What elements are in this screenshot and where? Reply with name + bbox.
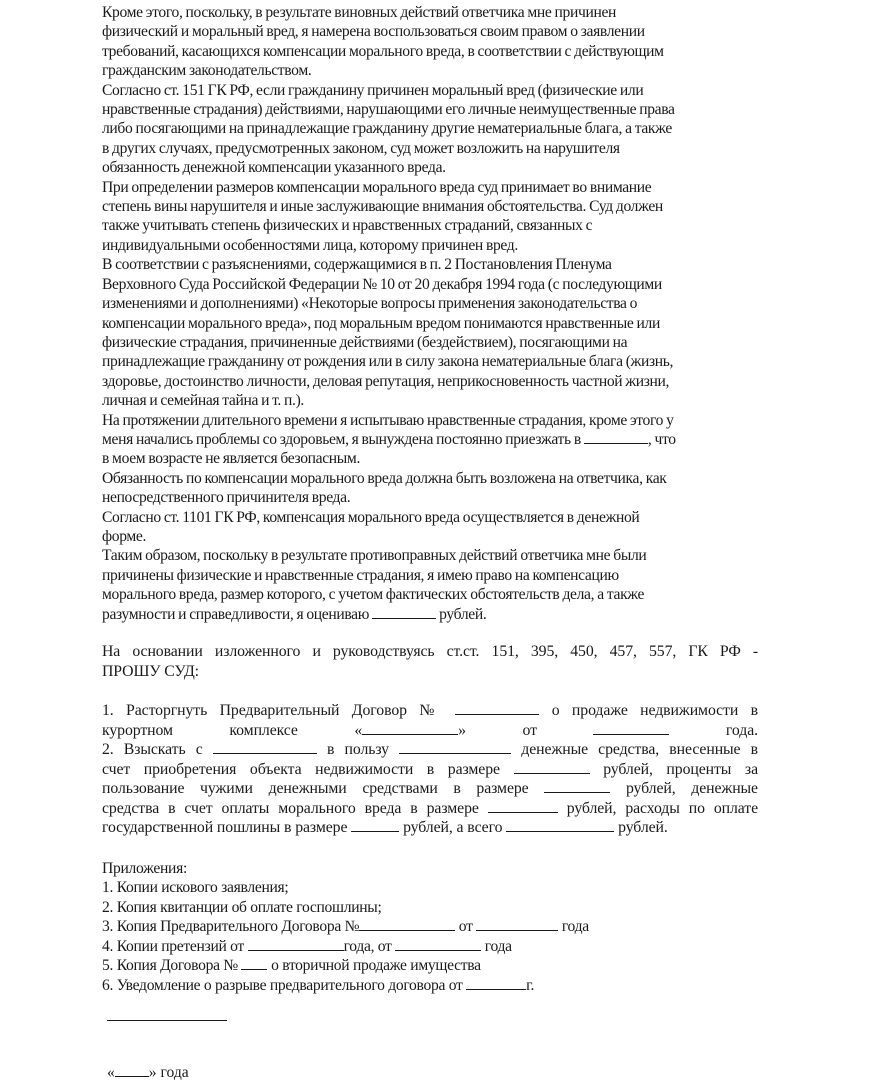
text-line: морального вреда, размер которого, с учетом фактических обстоятельств дела, а также [102, 586, 645, 604]
text-fragment: от [522, 721, 537, 739]
text-line [102, 605, 758, 624]
text-line [102, 430, 758, 449]
fill-in-blank-city[interactable] [584, 430, 648, 444]
fill-in-blank-defendant[interactable] [213, 740, 317, 754]
text-fragment: « [107, 1064, 115, 1081]
text-fragment: года. [725, 721, 758, 739]
request-2-line-2 [102, 760, 758, 780]
text-fragment: рублей, а всего [403, 819, 503, 836]
text-line: непосредственного причинителя вреда. [102, 489, 351, 507]
fill-in-blank-claim-date-2[interactable] [395, 937, 481, 951]
text-line: причинены физические и нравственные страдания, я имею право на компенсацию [102, 566, 619, 584]
fill-in-blank-plaintiff[interactable] [399, 740, 511, 754]
request-list [102, 701, 758, 838]
text-line: либо посягающими на принадлежащие гражданину другие нематериальные блага, а также [102, 120, 672, 138]
text-line: Кроме этого, поскольку, в результате виновных действий ответчика мне причинен [102, 4, 617, 21]
text-fragment: рублей, расходы по оплате [566, 799, 758, 817]
request-heading: ПРОШУ СУД: [102, 662, 199, 680]
text-fragment: » года [148, 1064, 189, 1081]
text-line: Согласно ст. 1101 ГК РФ, компенсация морального вреда осуществляется в денежной [102, 508, 640, 526]
signature-line[interactable] [107, 1020, 227, 1021]
attachment-item: 5. Копия Договора № о вторичной продаже имущества [102, 957, 481, 974]
text-line: индивидуальными особенностями лица, которому причинен вред. [102, 236, 518, 254]
text-fragment: 1. Расторгнуть Предварительный Договор № [102, 702, 443, 719]
fill-in-blank-day[interactable] [115, 1063, 149, 1077]
text-fragment: « » [354, 721, 466, 739]
text-fragment: рублей, проценты за [603, 760, 758, 778]
attachment-item: 2. Копия квитанции об оплате госпошлины; [102, 898, 382, 916]
request-2-line-1 [102, 740, 758, 760]
text-line: требований, касающихся компенсации морального вреда, в соответствии с действующим [102, 42, 664, 60]
fill-in-blank-total-amount[interactable] [506, 818, 614, 832]
attachments-title: Приложения: [102, 859, 187, 877]
fill-in-blank-complex-name[interactable] [362, 721, 458, 735]
request-1-line-1 [102, 701, 758, 721]
text-fragment: пользование чужими денежными средствами в размере [102, 780, 529, 797]
text-fragment: , что [647, 430, 676, 448]
attachment-item: 1. Копии искового заявления; [102, 879, 289, 896]
fill-in-blank-contract-number[interactable] [455, 701, 539, 715]
text-line: Верховного Суда Российской Федерации № 10 от 20 декабря 1994 года (с последующими [102, 275, 662, 293]
text-line: физический и моральный вред, я намерена воспользоваться своим правом о заявлении [102, 23, 645, 41]
text-fragment: государственной пошлины в размере [102, 819, 348, 836]
text-line: принадлежащие гражданину от рождения или в силу закона нематериальные блага (жизнь, [102, 353, 674, 371]
text-fragment: рублей. [439, 605, 487, 623]
text-line: нравственные страдания) действиями, нарушающими его личные неимущественные права [102, 101, 675, 119]
text-line: На протяжении длительного времени я испытываю нравственные страдания, кроме этого у [102, 411, 674, 429]
text-fragment: о продаже недвижимости в [551, 702, 758, 719]
text-fragment: курортном [102, 721, 173, 739]
text-line: обязанность денежной компенсации указанного вреда. [102, 159, 446, 177]
text-line: физические страдания, причиненные действиями (бездействием), посягающими на [102, 333, 628, 351]
text-line: Согласно ст. 151 ГК РФ, если гражданину причинен моральный вред (физические или [102, 81, 644, 99]
attachment-item: 6. Уведомление о разрыве предварительного договора от г. [102, 976, 535, 994]
text-line: компенсации морального вреда», под моральным вредом понимаются нравственные или [102, 314, 660, 332]
request-2-line-3 [102, 779, 758, 799]
fill-in-blank-notice-date[interactable] [466, 976, 526, 990]
document-page [102, 3, 758, 995]
text-line: изменениями и дополнениями) «Некоторые вопросы применения законодательства о [102, 295, 638, 313]
text-fragment: меня начались проблемы со здоровьем, я вынуждена постоянно приезжать в [102, 430, 581, 448]
text-line: также учитывать степень физических и нравственных страданий, связанных с [102, 217, 593, 235]
fill-in-blank-compensation-amount[interactable] [372, 605, 436, 619]
fill-in-blank-moral-damage-amount[interactable] [488, 799, 558, 813]
text-fragment: 2. Взыскать с [102, 741, 203, 758]
text-fragment: средства в счет оплаты морального вреда в размере [102, 799, 479, 817]
fill-in-blank-secondary-contract-number[interactable] [241, 956, 267, 970]
attachment-item: 3. Копия Предварительного Договора № от года [102, 918, 589, 935]
request-2-line-4 [102, 799, 758, 819]
signature-date [107, 1063, 189, 1082]
text-fragment: рублей. [618, 819, 668, 836]
request-1-line-2 [102, 721, 758, 741]
text-line: здоровье, достоинство личности, деловая репутация, неприкосновенность частной жизни, [102, 372, 670, 390]
text-line: В соответствии с разъяснениями, содержащимися в п. 2 Постановления Пленума [102, 256, 612, 274]
text-line: Таким образом, поскольку в результате противоправных действий ответчика мне были [102, 547, 647, 565]
claim-body-text [102, 3, 758, 624]
text-line: в других случаях, предусмотренных законом, суд может возложить на нарушителя [102, 139, 620, 157]
text-fragment: денежные средства, внесенные в [521, 741, 758, 758]
text-fragment: в пользу [326, 741, 389, 758]
request-2-line-5 [102, 818, 758, 838]
attachments-list [102, 859, 758, 996]
text-fragment: комплексе [229, 721, 298, 739]
text-line: Обязанность по компенсации морального вреда должна быть возложена на ответчика, как [102, 469, 667, 487]
text-line: в моем возрасте не является безопасным. [102, 450, 360, 468]
text-line: форме. [102, 527, 147, 545]
attachment-item: 4. Копии претензий от года, от года [102, 937, 512, 955]
text-line: личная и семейная тайна и т. п.). [102, 392, 304, 410]
fill-in-blank-property-amount[interactable] [514, 760, 590, 774]
text-line: гражданским законодательством. [102, 62, 312, 80]
fill-in-blank-fee-amount[interactable] [351, 818, 399, 832]
text-fragment: рублей, денежные [625, 780, 758, 797]
fill-in-blank-interest-amount[interactable] [544, 779, 610, 793]
text-line: При определении размеров компенсации морального вреда суд принимает во внимание [102, 178, 652, 196]
fill-in-blank-contract-date[interactable] [476, 917, 558, 931]
fill-in-blank-contract-date[interactable] [593, 721, 669, 735]
fill-in-blank-claim-date-1[interactable] [248, 937, 344, 951]
text-fragment: счет приобретения объекта недвижимости в размере [102, 760, 500, 778]
text-line: На основании изложенного и руководствуясь ст.ст. 151, 395, 450, 457, 557, ГК РФ - [102, 643, 758, 660]
text-fragment: разумности и справедливости, я оцениваю [102, 605, 370, 623]
text-line: степень вины нарушителя и иные заслуживающие внимания обстоятельства. Суд должен [102, 198, 663, 216]
fill-in-blank-contract-number[interactable] [359, 917, 455, 931]
basis-paragraph [102, 642, 758, 681]
